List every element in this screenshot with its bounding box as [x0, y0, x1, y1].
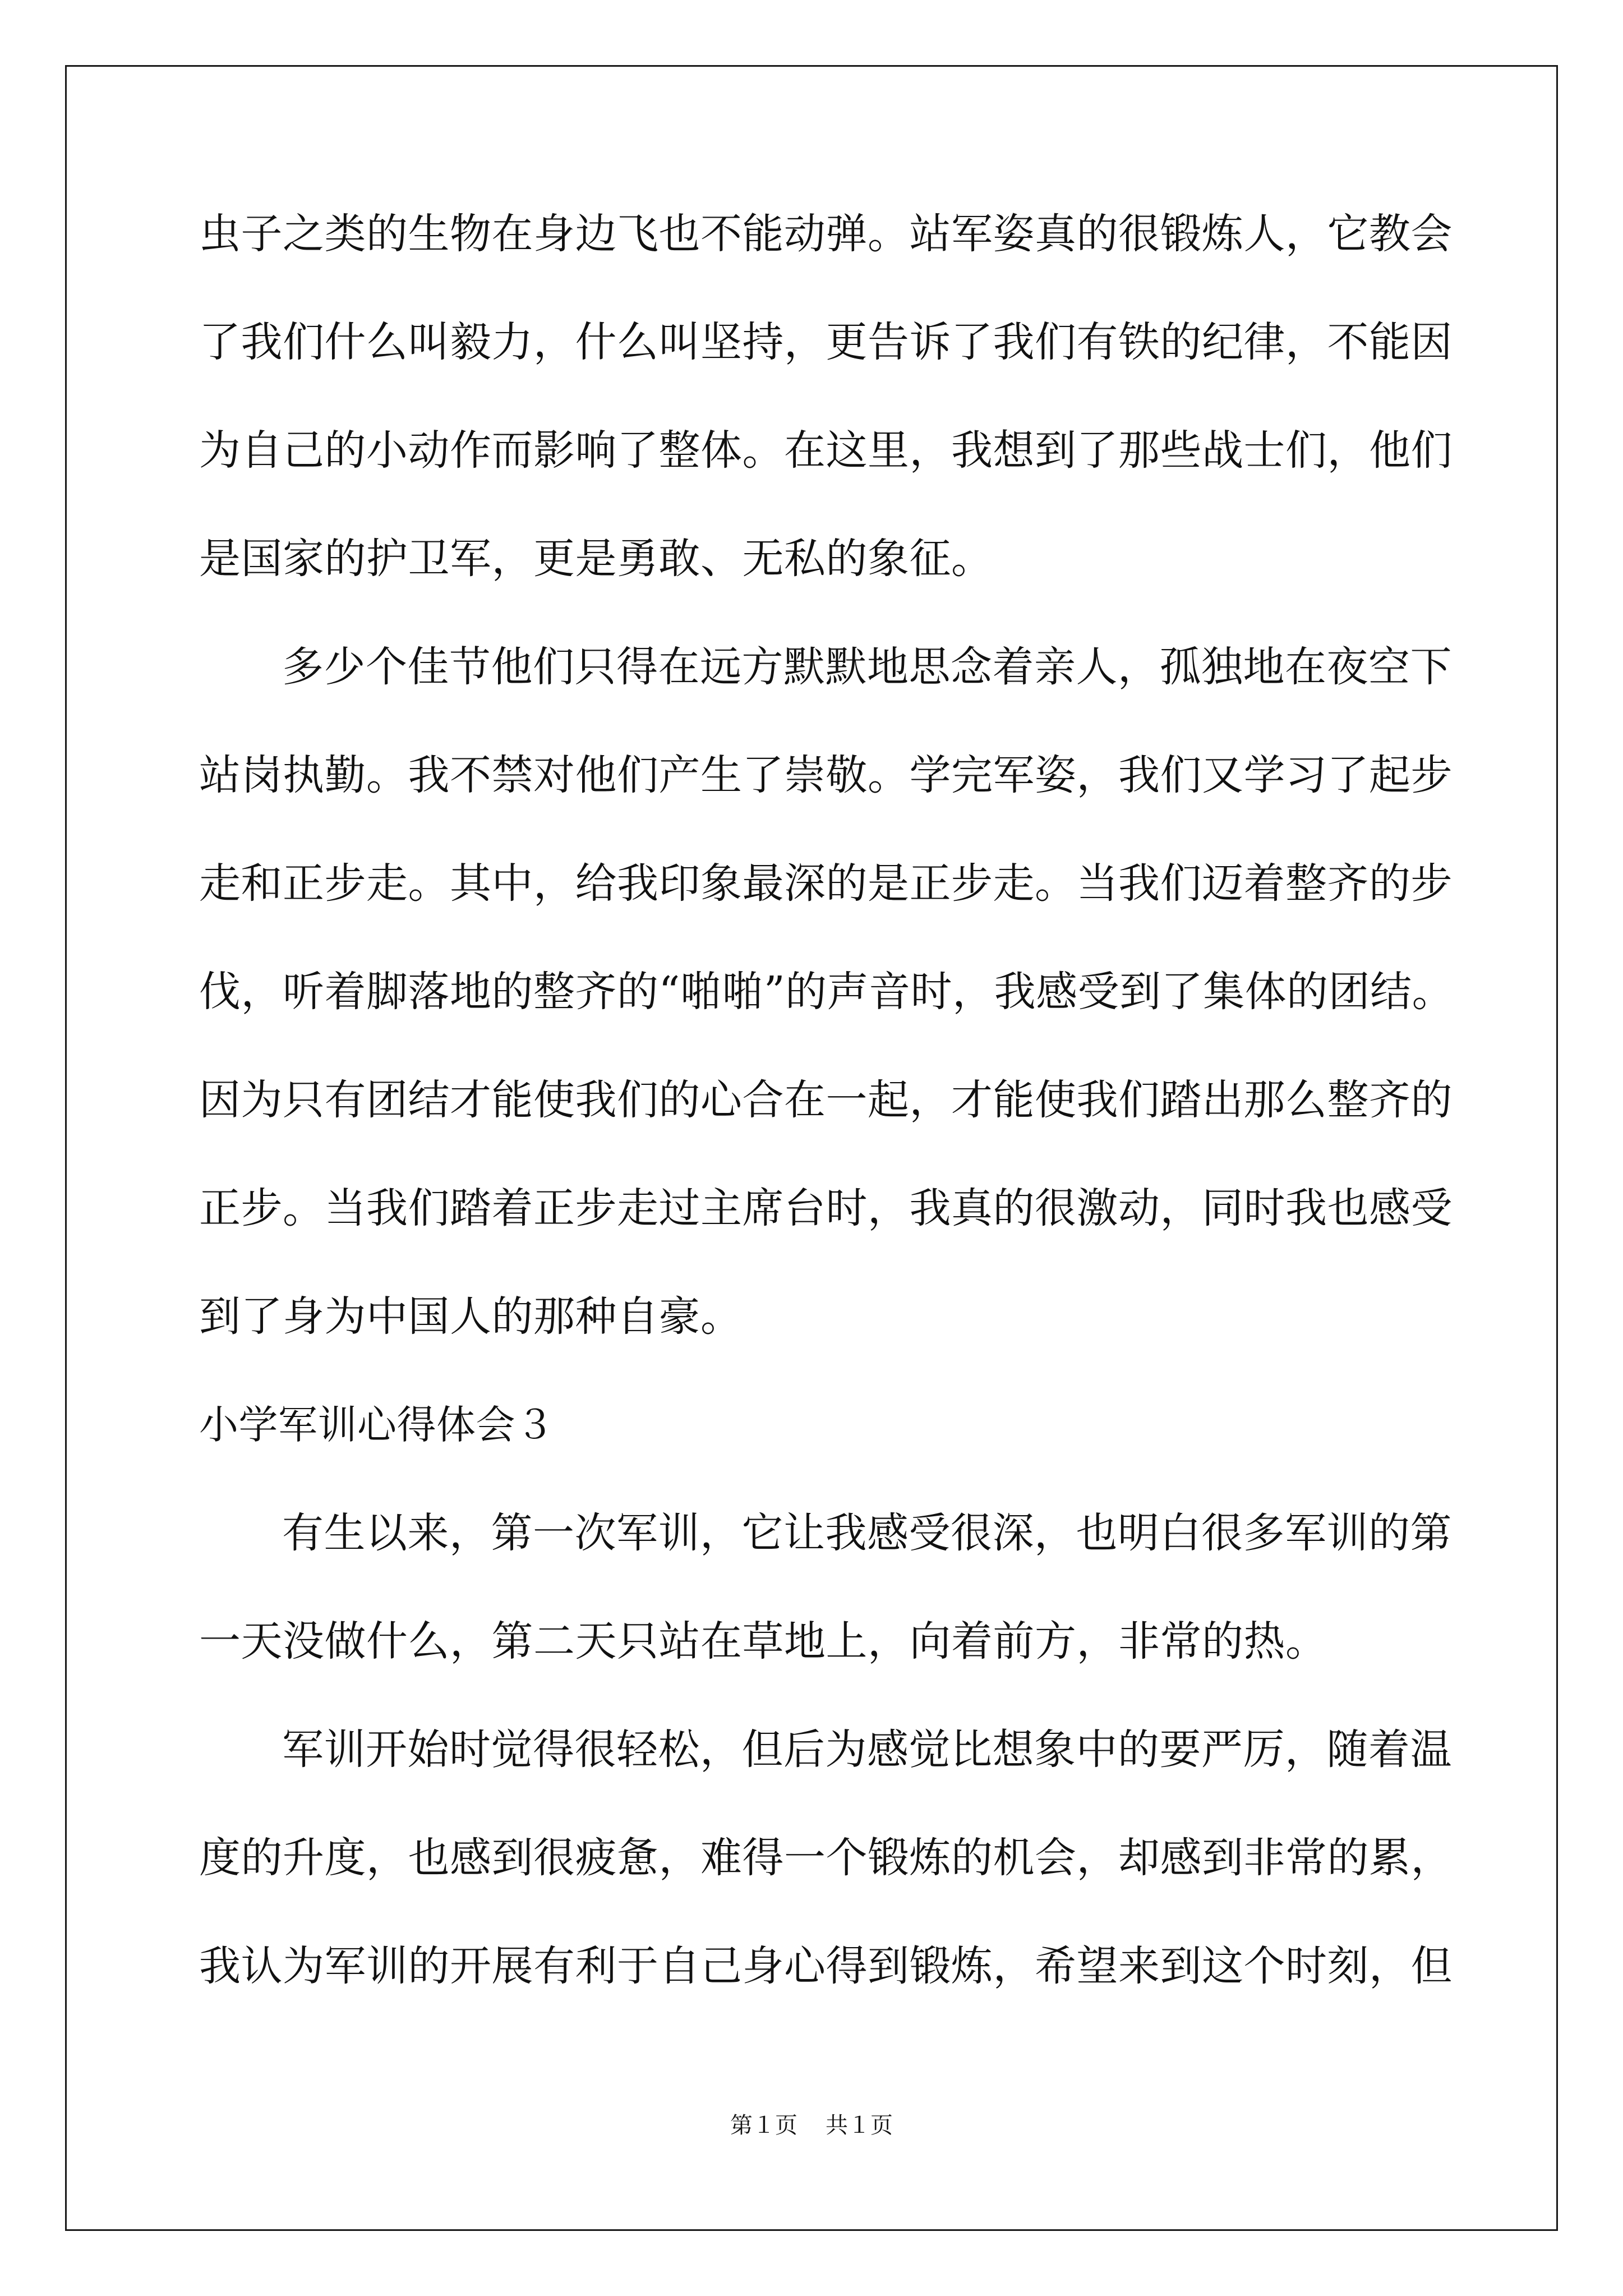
page-total: 共１页: [826, 2113, 893, 2138]
text-line: 是国家的护卫军，更是勇敢、无私的象征。: [199, 535, 993, 583]
section-heading: 小学军训心得体会３: [199, 1402, 555, 1448]
page-footer: [0, 2108, 1623, 2139]
text-line: 正步。当我们踏着正步走过主席台时，我真的很激动，同时我也感受: [199, 1184, 1453, 1232]
page-number: 第１页: [730, 2113, 797, 2138]
text-line: 一天没做什么，第二天只站在草地上，向着前方，非常的热。: [199, 1617, 1327, 1665]
text-line: 因为只有团结才能使我们的心合在一起，才能使我们踏出那么整齐的: [199, 1076, 1453, 1124]
paragraph-first-line: 军训开始时觉得很轻松，但后为感觉比想象中的要严厉，随着温: [282, 1726, 1452, 1774]
text-line: 我认为军训的开展有利于自己身心得到锻炼，希望来到这个时刻，但: [199, 1942, 1453, 1990]
text-line: 了我们什么叫毅力，什么叫坚持，更告诉了我们有铁的纪律，不能因: [199, 318, 1453, 366]
paragraph-first-line: 有生以来，第一次军训，它让我感受很深，也明白很多军训的第: [282, 1509, 1452, 1557]
document-body: [199, 210, 1454, 2054]
text-line: 为自己的小动作而影响了整体。在这里，我想到了那些战士们，他们: [199, 426, 1453, 475]
paragraph-first-line: 多少个佳节他们只得在远方默默地思念着亲人，孤独地在夜空下: [282, 643, 1452, 691]
text-line: 走和正步走。其中，给我印象最深的是正步走。当我们迈着整齐的步: [199, 859, 1453, 908]
text-line: 伐，听着脚落地的整齐的“啪啪”的声音时，我感受到了集体的团结。: [199, 968, 1454, 1016]
text-line: 站岗执勤。我不禁对他们产生了崇敬。学完军姿，我们又学习了起步: [199, 751, 1453, 799]
text-line: 虫子之类的生物在身边飞也不能动弹。站军姿真的很锻炼人，它教会: [199, 210, 1453, 258]
text-line: 到了身为中国人的那种自豪。: [199, 1292, 743, 1341]
text-line: 度的升度，也感到很疲惫，难得一个锻炼的机会，却感到非常的累，: [199, 1834, 1453, 1882]
